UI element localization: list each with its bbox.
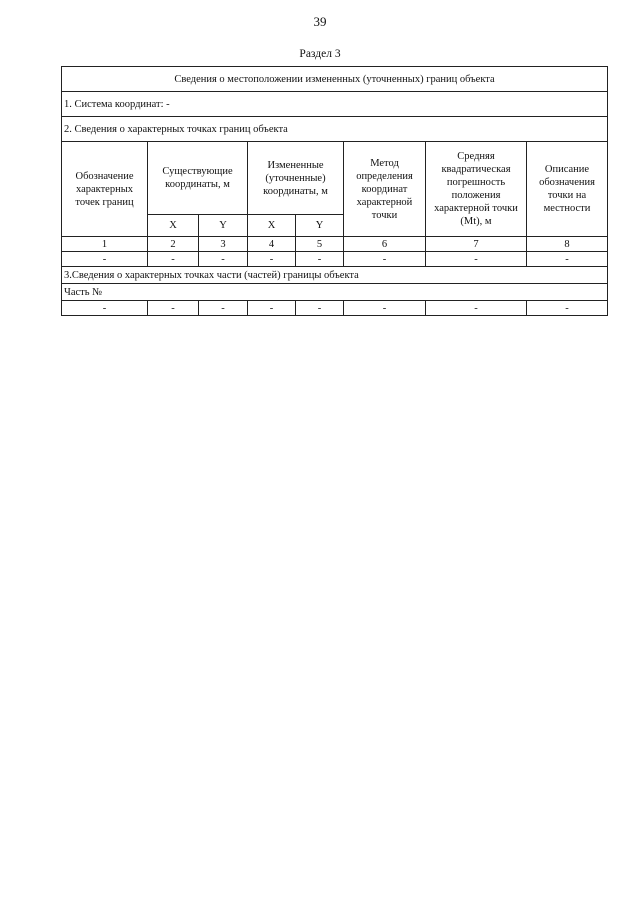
column-number: 2 [148,237,199,252]
column-number: 1 [62,237,148,252]
section-title: Раздел 3 [299,48,341,60]
header-existing-coordinates: Существующие координаты, м [148,142,248,215]
header-changed-x: X [248,215,296,237]
part-number-label: Часть № [62,284,608,301]
column-number: 7 [426,237,527,252]
table-cell: - [527,301,608,316]
points-section-title: 2. Сведения о характерных точках границ объекта [62,117,608,142]
header-description: Описание обозначения точки на местности [527,142,608,237]
table-cell: - [527,252,608,267]
column-number: 5 [296,237,344,252]
header-existing-y: Y [199,215,248,237]
header-changed-y: Y [296,215,344,237]
boundary-table [61,66,608,316]
table-cell: - [344,301,426,316]
table-cell: - [248,252,296,267]
table-cell: - [296,252,344,267]
table-row [62,252,608,267]
table-cell: - [148,252,199,267]
page-number: 39 [313,14,327,29]
column-number: 4 [248,237,296,252]
table-cell: - [426,301,527,316]
header-changed-coordinates: Измененные (уточненные) координаты, м [248,142,344,215]
table-row [62,301,608,316]
table-cell: - [248,301,296,316]
table-cell: - [426,252,527,267]
column-number: 8 [527,237,608,252]
table-cell: - [62,252,148,267]
header-existing-x: X [148,215,199,237]
header-error: Средняя квадратическая погрешность положения характерной точки (Mt), м [426,142,527,237]
table-cell: - [344,252,426,267]
table-cell: - [296,301,344,316]
table-title: Сведения о местоположении измененных (уточненных) границ объекта [62,67,608,92]
table-cell: - [148,301,199,316]
table-cell: - [62,301,148,316]
table-cell: - [199,252,248,267]
parts-section-title: 3.Сведения о характерных точках части (частей) границы объекта [62,267,608,284]
column-number: 6 [344,237,426,252]
column-number: 3 [199,237,248,252]
coordinate-system-row: 1. Система координат: - [62,92,608,117]
column-numbers-row [62,237,608,252]
table-cell: - [199,301,248,316]
header-designation: Обозначение характерных точек границ [62,142,148,237]
header-method: Метод определения координат характерной точки [344,142,426,237]
